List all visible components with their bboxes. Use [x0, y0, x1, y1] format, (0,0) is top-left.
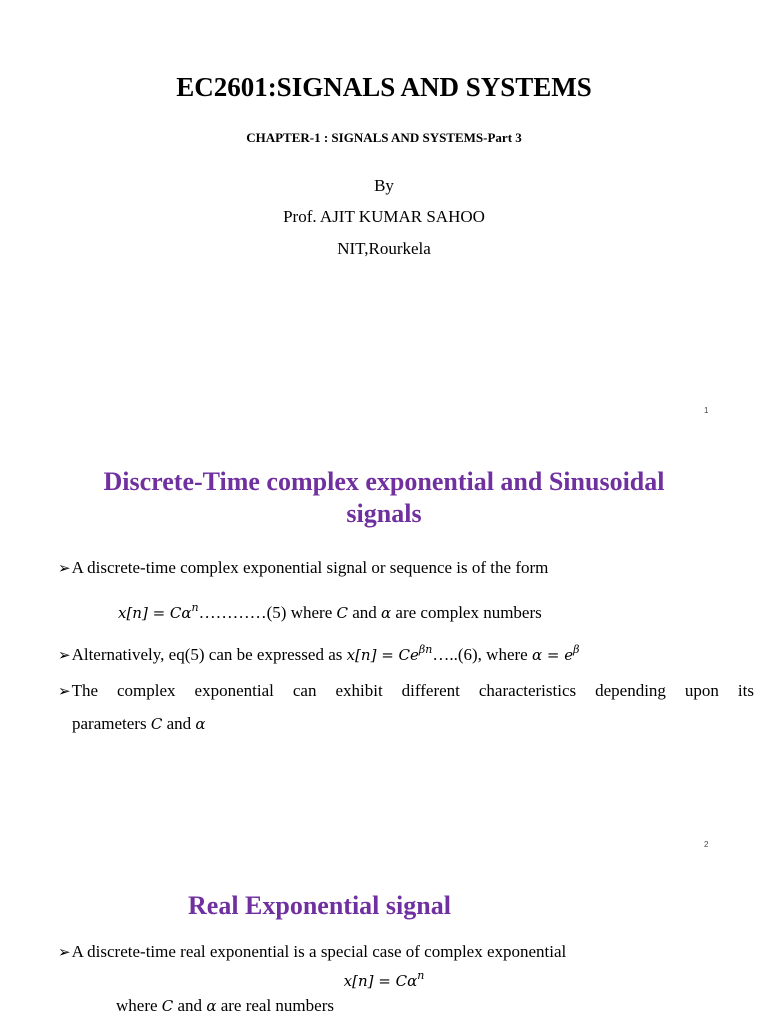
slide-2-title-line-2: signals: [346, 499, 422, 528]
eq6-superscript: βn: [418, 643, 433, 656]
alpha-def-superscript: β: [573, 643, 580, 656]
eq6-formula: x[n] = Ce: [346, 646, 419, 664]
alpha-def: α = e: [531, 646, 574, 664]
bullet-arrow-icon: ➢: [58, 561, 71, 577]
slide-3: [0, 866, 768, 1026]
bullet-2: [58, 634, 579, 672]
slide-3-equation: $x[n] = C\alpha^n$: [343, 969, 425, 990]
eq5-C: C: [336, 604, 348, 622]
page-number-2: 2: [704, 840, 709, 849]
bullet-arrow-icon: ➢: [58, 684, 71, 700]
bullet-1-text: A discrete-time complex exponential signal or sequence is of the form: [71, 558, 549, 577]
institute-name: NIT,Rourkela: [337, 239, 431, 258]
slide-3-bullet-1: ➢A discrete-time real exponential is a special case of complex exponential: [58, 942, 567, 961]
author-name: Prof. AJIT KUMAR SAHOO: [283, 207, 485, 226]
bullet-3-line-1: ➢The complex exponential can exhibit different characteristics depending upon its: [58, 681, 754, 700]
bullet-2-pre: Alternatively, eq(5) can be expressed as: [71, 645, 347, 664]
eq5-tail: …………(5) where: [198, 603, 337, 622]
bullet-arrow-icon: ➢: [58, 945, 71, 961]
eq5-and: and: [347, 603, 382, 622]
eq5-superscript: n: [191, 601, 199, 614]
bullet-arrow-icon: ➢: [58, 648, 71, 664]
bullet-3: [58, 675, 754, 740]
equation-5: [118, 592, 542, 629]
slide-2-title-line-1: Discrete-Time complex exponential and Sinusoidal: [103, 467, 665, 496]
eq5-end: are complex numbers: [391, 603, 542, 622]
course-title: EC2601:SIGNALS AND SYSTEMS: [176, 72, 592, 102]
slide-2: [0, 432, 768, 857]
chapter-subtitle: CHAPTER-1 : SIGNALS AND SYSTEMS-Part 3: [246, 130, 522, 145]
slide-2-title: [0, 466, 768, 530]
page-number-1: 1: [704, 406, 709, 415]
bullet-2-mid: …..(6), where: [432, 645, 532, 664]
eq5-formula: x[n] = Cα: [118, 604, 192, 622]
by-label: By: [374, 176, 394, 195]
eq5-alpha: α: [381, 604, 392, 622]
slide-1: [0, 0, 768, 425]
bullet-3-line-2: parameters C and α: [72, 714, 206, 733]
slide-3-where: where C and α are real numbers: [116, 996, 334, 1015]
slide-3-title: Real Exponential signal: [188, 891, 451, 920]
bullet-1: [58, 552, 548, 585]
